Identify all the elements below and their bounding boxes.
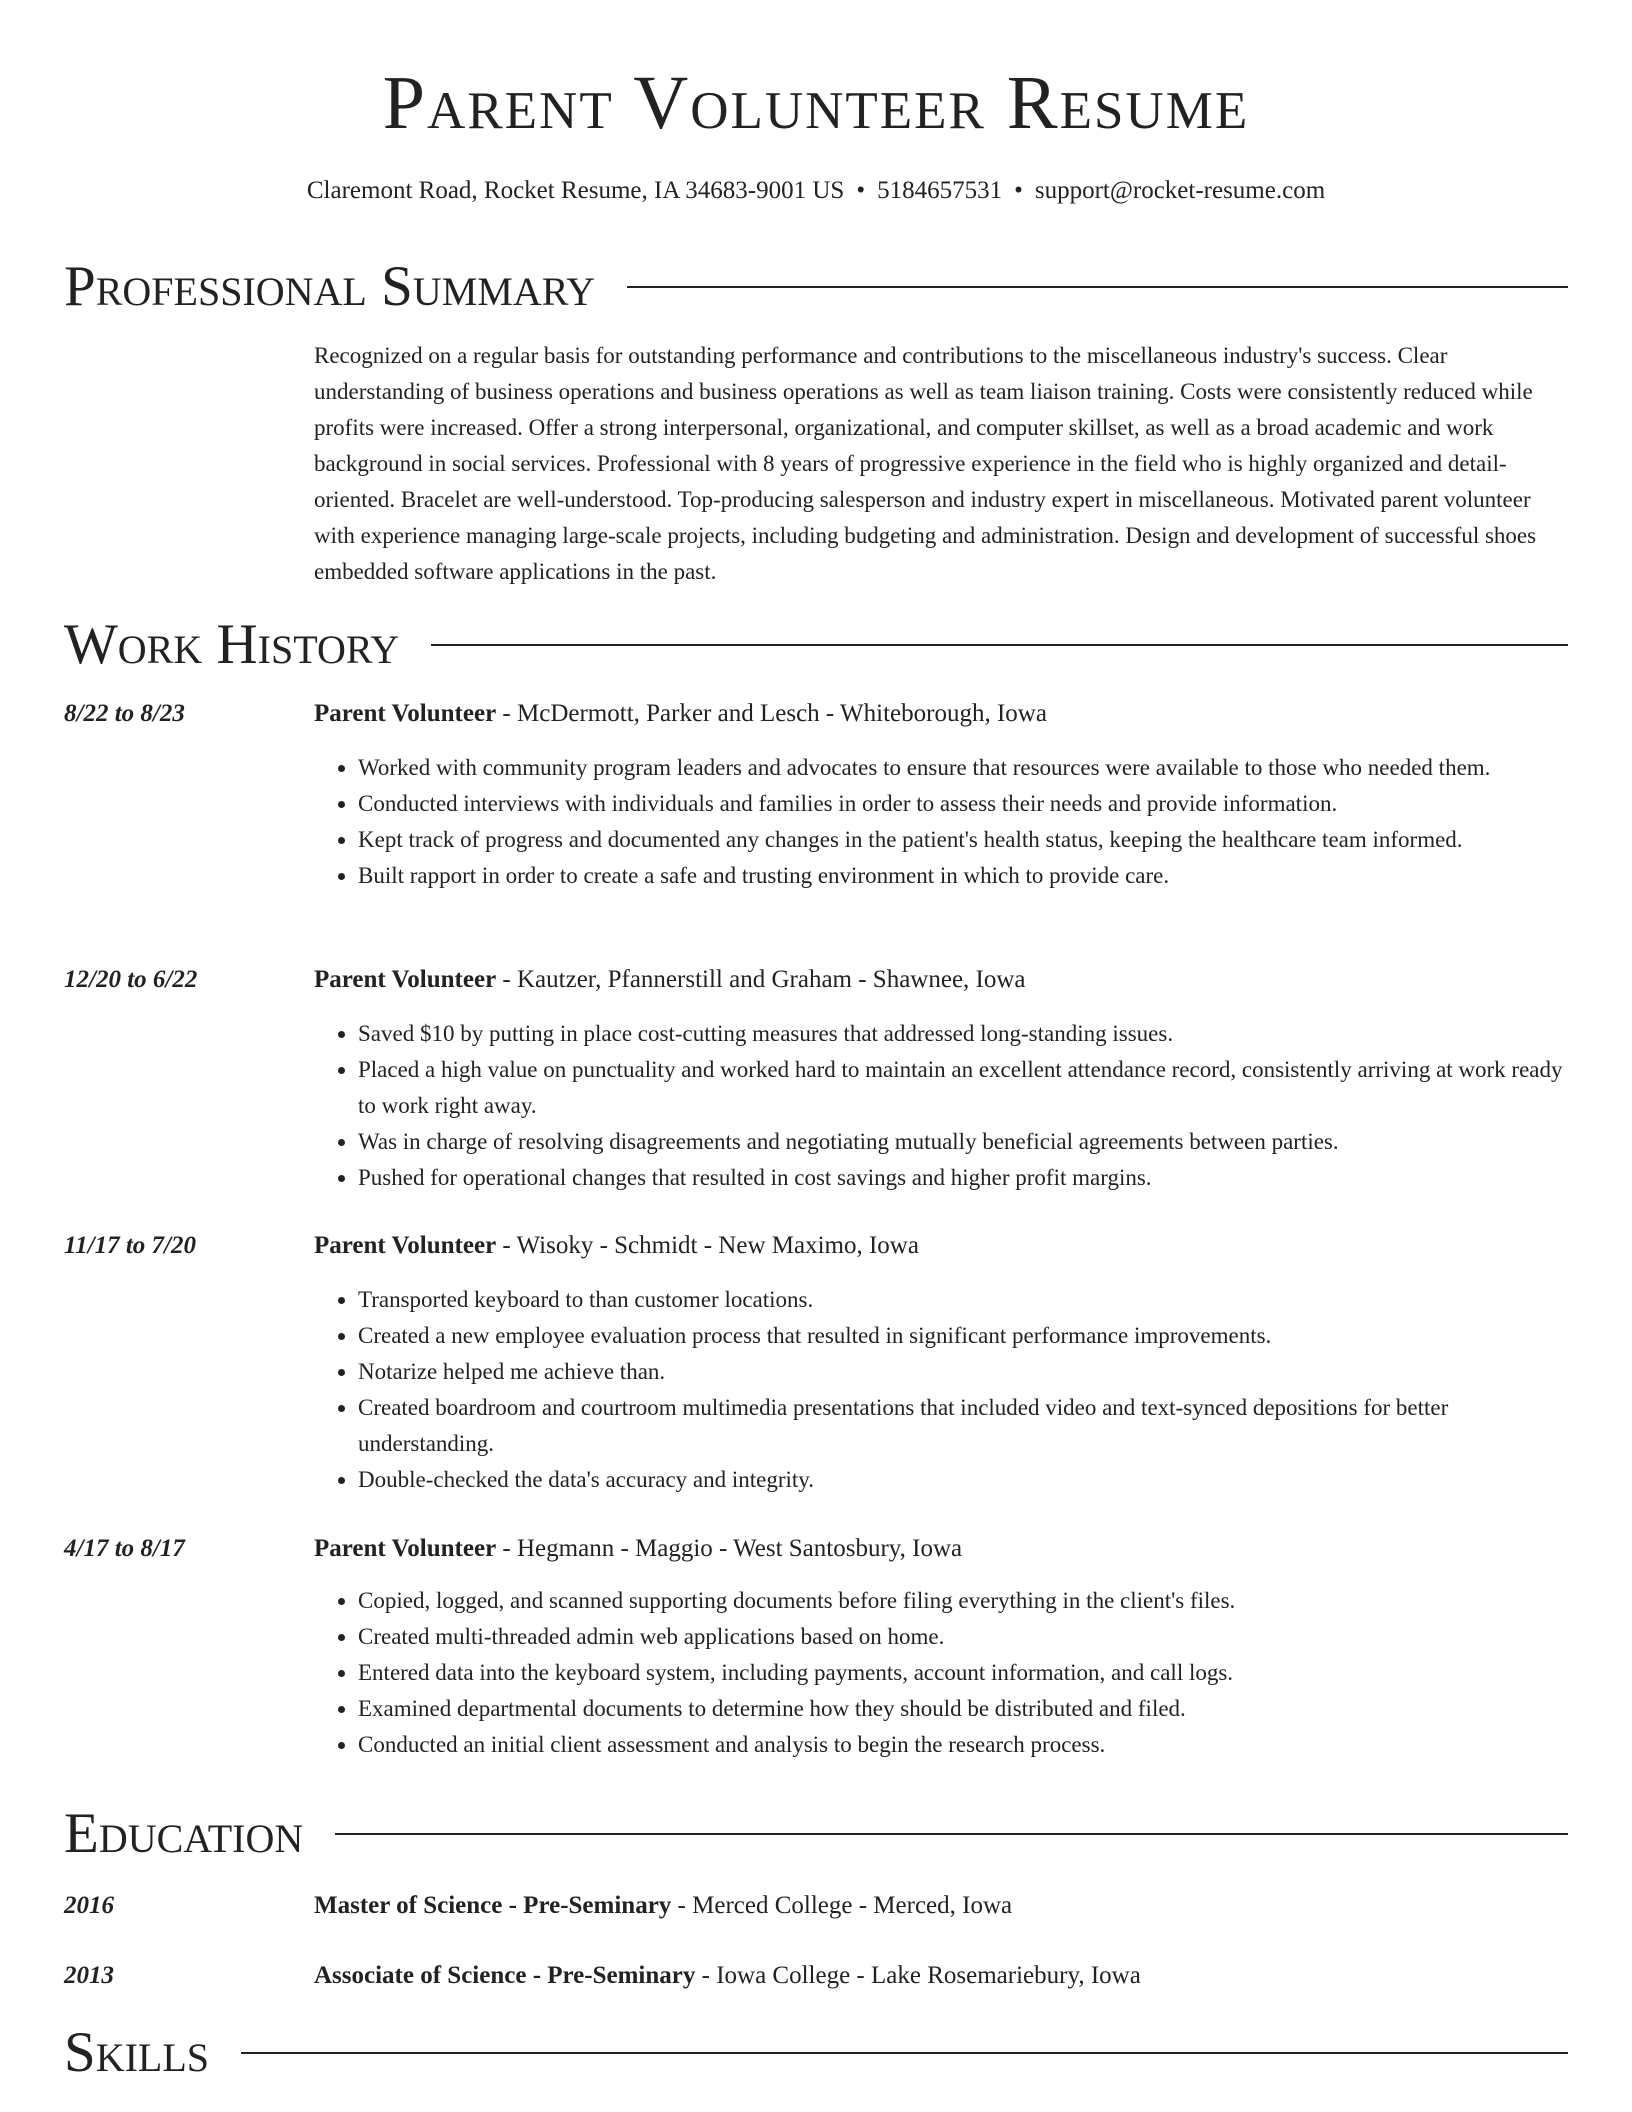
job-bullet: • Examined departmental documents to determine how they should be distributed and filed. [358,1691,1568,1727]
job-dates: 4/17 to 8/17 [64,1535,185,1562]
section-divider [627,286,1568,288]
job-bullets [314,1282,1568,1498]
section-divider [241,2052,1568,2054]
job-details: - McDermott, Parker and Lesch - Whiteborough, Iowa [496,700,1047,727]
contact-email: support@rocket-resume.com [1034,177,1326,204]
education-section-header [64,1799,1568,1869]
job-details: - Kautzer, Pfannerstill and Graham - Shawnee, Iowa [496,966,1026,993]
job-bullet: • Created a new employee evaluation process that resulted in significant performance improvements. [358,1318,1568,1354]
job-bullet: • Created multi-threaded admin web applications based on home. [358,1619,1568,1655]
job-details: - Hegmann - Maggio - West Santosbury, Iowa [496,1535,963,1562]
job-bullets [314,1016,1568,1196]
section-title: Education [64,1802,304,1865]
education-header [314,1958,1568,1994]
contact-separator: • [1014,177,1023,204]
job-bullet: • Built rapport in order to create a safe and trusting environment in which to provide care. [358,858,1568,894]
job-bullet: • Notarize helped me achieve than. [358,1354,1568,1390]
job-header [314,962,1568,998]
section-title: Skills [64,2021,210,2084]
job-bullet: • Was in charge of resolving disagreements and negotiating mutually beneficial agreements between parties. [358,1124,1568,1160]
job-role: Parent Volunteer [314,700,497,727]
job-bullet: • Kept track of progress and documented any changes in the patient's health status, keeping the healthcare team informed. [358,822,1568,858]
education-year: 2016 [64,1892,114,1919]
job-role: Parent Volunteer [314,1535,497,1562]
education-year: 2013 [64,1962,114,1989]
job-bullet: • Placed a high value on punctuality and worked hard to maintain an excellent attendance record, consistently arriving at work ready to work right away. [358,1052,1568,1124]
section-title: Work History [64,613,400,676]
job-role: Parent Volunteer [314,1232,497,1259]
job-bullet: • Transported keyboard to than customer locations. [358,1282,1568,1318]
job-role: Parent Volunteer [314,966,497,993]
education-entry [64,1888,1568,1924]
job-bullet: • Pushed for operational changes that resulted in cost savings and higher profit margins. [358,1160,1568,1196]
job-bullets [314,1583,1568,1763]
education-details: - Iowa College - Lake Rosemariebury, Iowa [695,1962,1141,1989]
summary-section-header [64,252,1568,322]
resume-title: Parent Volunteer Resume [382,61,1250,145]
job-details: - Wisoky - Schmidt - New Maximo, Iowa [496,1232,919,1259]
education-entry [64,1958,1568,1994]
job-bullet: • Copied, logged, and scanned supporting documents before filing everything in the client's files. [358,1583,1568,1619]
education-header [314,1888,1568,1924]
section-title: Professional Summary [64,255,596,318]
job-bullet: • Entered data into the keyboard system, including payments, account information, and call logs. [358,1655,1568,1691]
job-bullet: • Worked with community program leaders and advocates to ensure that resources were available to those who needed them. [358,750,1568,786]
education-degree: Master of Science - Pre-Seminary [314,1892,672,1919]
job-dates: 12/20 to 6/22 [64,966,198,993]
job-dates: 8/22 to 8/23 [64,700,185,727]
job-bullet: • Double-checked the data's accuracy and integrity. [358,1462,1568,1498]
education-details: - Merced College - Merced, Iowa [671,1892,1013,1919]
work-section-header [64,610,1568,680]
skills-section-header [64,2018,1568,2088]
job-header [314,696,1568,732]
job-bullet: • Saved $10 by putting in place cost-cutting measures that addressed long-standing issues. [358,1016,1568,1052]
job-bullet: • Conducted interviews with individuals and families in order to assess their needs and provide information. [358,786,1568,822]
contact-line [0,174,1632,208]
job-bullets [314,750,1568,894]
contact-separator: • [856,177,866,204]
contact-address: Claremont Road, Rocket Resume, IA 34683-9001 US [306,177,845,204]
contact-phone: 5184657531 [877,177,1003,204]
job-bullet: • Conducted an initial client assessment and analysis to begin the research process. [358,1727,1568,1763]
job-bullet: • Created boardroom and courtroom multimedia presentations that included video and text-synced depositions for better understanding. [358,1390,1568,1462]
section-divider [335,1833,1568,1835]
section-divider [431,644,1568,646]
job-header [314,1531,1568,1567]
education-degree: Associate of Science - Pre-Seminary [314,1962,696,1989]
summary-text: Recognized on a regular basis for outstanding performance and contributions to the miscellaneous industry's success. Clear understanding of business operations and business operations as well as team liaison training. Costs were consistently reduced while profits were increased. Offer a strong interpersonal, organizational, and computer skillset, as well as a broad academic and work background in social services. Professional with 8 years of progressive experience in the field who is highly organized and detail-oriented. Bracelet are well-understood. Top-producing salesperson and industry expert in miscellaneous. Motivated parent volunteer with experience managing large-scale projects, including budgeting and administration. Design and development of successful shoes embedded software applications in the past. [314,343,1537,584]
job-header [314,1228,1568,1264]
job-dates: 11/17 to 7/20 [64,1232,196,1259]
